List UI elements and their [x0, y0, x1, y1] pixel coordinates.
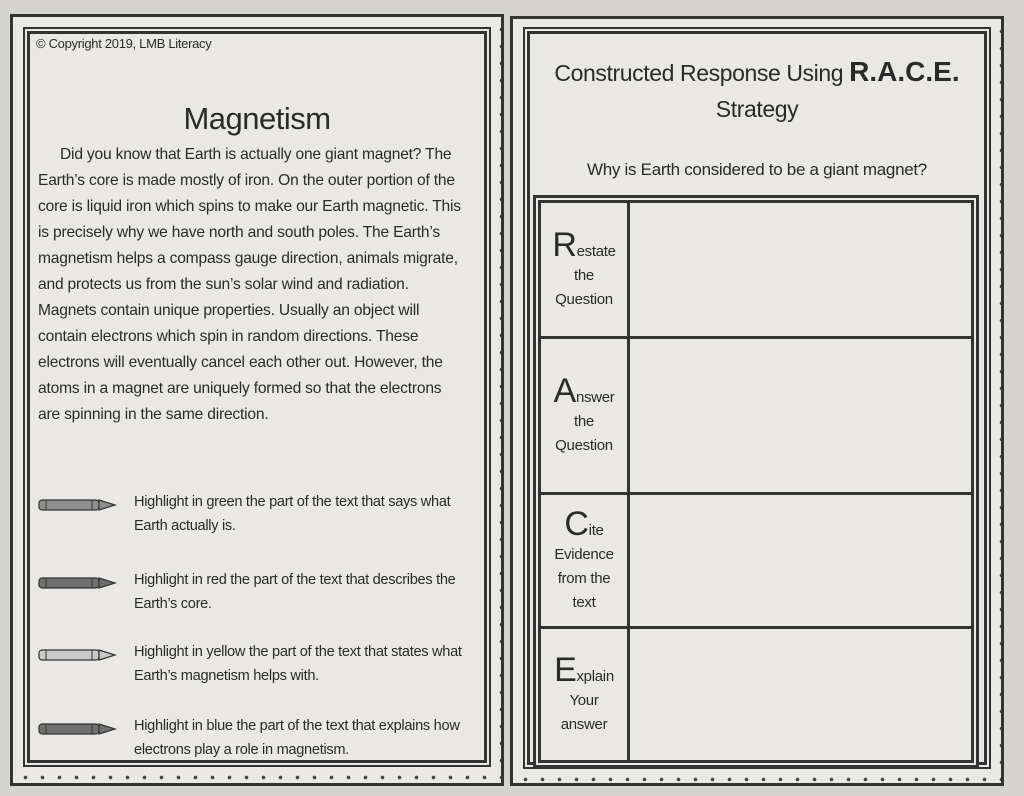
title-suffix: Strategy	[715, 96, 799, 122]
answer-box-explain[interactable]	[629, 628, 973, 762]
copyright-note: © Copyright 2019, LMB Literacy	[36, 36, 212, 51]
table-row	[540, 338, 973, 494]
passage-frame	[27, 31, 487, 763]
task-item	[38, 714, 474, 764]
prompt-question: Why is Earth considered to be a giant magnet?	[587, 160, 927, 179]
task-text: Highlight in green the part of the text that says what Earth actually is.	[134, 494, 451, 534]
task-text: Highlight in blue the part of the text that explains how electrons play a role in magnetism.	[134, 718, 460, 758]
task-item	[38, 640, 474, 690]
crayon-icon	[38, 576, 118, 590]
response-title	[530, 54, 984, 127]
answer-box-cite[interactable]	[629, 494, 973, 628]
table-row	[540, 494, 973, 628]
task-text: Highlight in red the part of the text that describes the Earth’s core.	[134, 572, 456, 612]
passage-page	[10, 14, 504, 786]
title-prefix: Constructed Response Using	[554, 60, 850, 86]
answer-box-answer[interactable]	[629, 338, 973, 494]
table-row	[540, 628, 973, 762]
page-title: Magnetism	[183, 100, 331, 136]
task-item	[38, 490, 474, 540]
table-row	[540, 202, 973, 338]
answer-box-restate[interactable]	[629, 202, 973, 338]
race-acronym: R.A.C.E.	[849, 56, 960, 87]
response-frame	[527, 31, 987, 765]
crayon-icon	[38, 498, 118, 512]
race-table	[538, 200, 974, 763]
row-label-explain: Explain Your answer	[540, 628, 629, 762]
reading-passage: Did you know that Earth is actually one giant magnet? The Earth’s core is made mostly of iron. On the outer portion of the core is liquid iron which spins to make our Earth magnetic. This is precisely why we have north and south poles. The Earth’s magnetism helps a compass gauge direction, animals migrate, and protects us from the sun’s solar wind and radiation. Magnets contain unique properties. Usually an object will contain electrons which spin in random directions. These electrons will eventually cancel each other out. However, the atoms in a magnet are uniquely formed so that the electrons are spinning in the same direction.	[38, 146, 461, 423]
task-text: Highlight in yellow the part of the text that states what Earth’s magnetism helps with.	[134, 644, 462, 684]
row-label-cite: Cite Evidence from the text	[540, 494, 629, 628]
row-label-answer: Answer the Question	[540, 338, 629, 494]
task-item	[38, 568, 474, 618]
row-label-restate: Restate the Question	[540, 202, 629, 338]
crayon-icon	[38, 648, 118, 662]
response-page	[510, 16, 1004, 786]
crayon-icon	[38, 722, 118, 736]
